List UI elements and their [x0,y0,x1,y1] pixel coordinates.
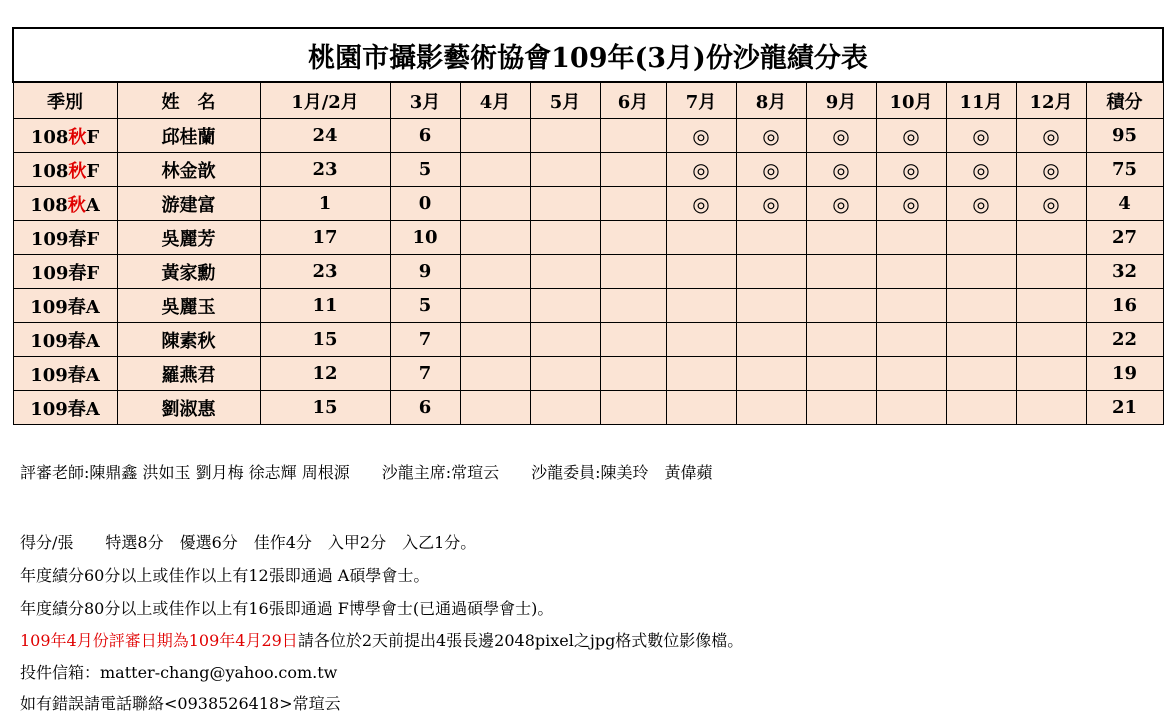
submission-instructions: 請各位於2天前提出4張長邊2048pixel之jpg格式數位影像檔。 [297,631,744,650]
score-cell: 15 [260,391,390,425]
name-cell: 吳麗芳 [117,221,260,255]
column-header: 6月 [600,82,666,119]
score-cell: ◎ [736,187,806,221]
score-cell [1016,357,1086,391]
season-cell [13,255,117,289]
name-cell: 劉淑惠 [117,391,260,425]
season-cell [13,289,117,323]
season-cell [13,119,117,153]
score-cell [736,221,806,255]
score-cell [530,153,600,187]
submission-line [20,628,743,651]
score-cell [806,289,876,323]
column-header: 10月 [876,82,946,119]
score-cell [1016,255,1086,289]
season-term: 春 [67,364,86,386]
season-year: 109 [30,330,68,352]
score-cell [1016,289,1086,323]
score-table [12,27,1164,425]
score-cell: 12 [260,357,390,391]
score-cell [666,289,736,323]
season-year: 109 [30,262,69,284]
total-cell: 95 [1086,119,1163,153]
score-cell [736,357,806,391]
table-title: 桃園市攝影藝術協會109年(3月)份沙龍績分表 [13,28,1163,82]
score-cell: 15 [260,323,390,357]
score-cell [666,255,736,289]
score-cell: 7 [390,323,460,357]
name-cell: 黃家勳 [117,255,260,289]
table-row [13,187,1163,221]
score-cell [460,119,530,153]
score-cell: ◎ [946,187,1016,221]
score-cell: ◎ [876,119,946,153]
season-term: 春 [67,296,86,318]
score-cell: 1 [260,187,390,221]
score-cell [600,255,666,289]
season-cell [13,323,117,357]
score-cell [666,221,736,255]
score-cell: 0 [390,187,460,221]
score-cell [876,323,946,357]
season-year: 109 [30,296,68,318]
season-year: 109 [30,228,69,250]
score-cell [530,187,600,221]
season-term: 春 [67,398,86,420]
total-cell: 27 [1086,221,1163,255]
season-cell [13,391,117,425]
season-cell [13,153,117,187]
name-cell: 吳麗玉 [117,289,260,323]
column-header: 7月 [666,82,736,119]
score-cell: 9 [390,255,460,289]
score-cell [530,119,600,153]
score-cell [530,289,600,323]
season-grade: F [86,262,100,284]
column-header: 8月 [736,82,806,119]
total-cell: 75 [1086,153,1163,187]
score-cell [806,391,876,425]
score-cell [876,255,946,289]
season-term: 秋 [68,126,87,148]
score-cell [530,391,600,425]
score-cell [806,221,876,255]
season-grade: F [86,228,100,250]
score-cell [460,153,530,187]
season-grade: A [85,398,100,420]
season-year: 109 [30,364,68,386]
table-row [13,221,1163,255]
table-row [13,391,1163,425]
season-grade: A [85,194,100,216]
score-cell [460,323,530,357]
season-term: 春 [68,228,87,250]
judges-line: 評審老師:陳鼎鑫 洪如玉 劉月梅 徐志輝 周根源 沙龍主席:常瑄云 沙龍委員:陳美玲 黃偉蘋 [20,463,713,482]
score-cell [666,357,736,391]
column-header: 11月 [946,82,1016,119]
score-cell [600,323,666,357]
score-cell [1016,391,1086,425]
name-cell: 陳素秋 [117,323,260,357]
season-grade: F [86,126,100,148]
score-cell [530,323,600,357]
score-cell [460,357,530,391]
table-row [13,357,1163,391]
score-cell [600,221,666,255]
score-cell: ◎ [876,187,946,221]
season-year: 108 [30,160,69,182]
rule-a-line: 年度績分60分以上或佳作以上有12張即通過 A碩學會士。 [20,566,430,585]
name-cell: 羅燕君 [117,357,260,391]
total-cell: 32 [1086,255,1163,289]
rule-f-line: 年度績分80分以上或佳作以上有16張即通過 F博學會士(已通過碩學會士)。 [20,599,554,618]
score-cell: 23 [260,153,390,187]
score-cell [530,221,600,255]
scoring-line: 得分/張 特選8分 優選6分 佳作4分 入甲2分 入乙1分。 [20,533,477,552]
score-cell [876,221,946,255]
column-header: 季別 [13,82,117,119]
score-cell [946,221,1016,255]
score-cell: 6 [390,119,460,153]
total-cell: 16 [1086,289,1163,323]
season-grade: A [85,330,100,352]
score-cell: ◎ [1016,187,1086,221]
score-cell: ◎ [1016,153,1086,187]
score-cell: ◎ [946,153,1016,187]
score-cell: 24 [260,119,390,153]
column-header: 4月 [460,82,530,119]
column-header: 9月 [806,82,876,119]
score-cell [946,323,1016,357]
season-grade: A [85,364,100,386]
score-cell [460,255,530,289]
score-cell [736,391,806,425]
season-cell [13,221,117,255]
score-cell [666,391,736,425]
score-cell: 5 [390,153,460,187]
score-cell [946,357,1016,391]
score-cell: ◎ [1016,119,1086,153]
score-cell [530,255,600,289]
score-cell [600,119,666,153]
score-cell: 10 [390,221,460,255]
season-term: 秋 [67,194,86,216]
score-cell [736,323,806,357]
judging-date: 109年4月份評審日期為109年4月29日 [20,631,298,650]
score-cell: ◎ [806,153,876,187]
season-grade: F [86,160,100,182]
column-header: 積分 [1086,82,1163,119]
name-cell: 林金歆 [117,153,260,187]
column-header: 1月/2月 [260,82,390,119]
total-cell: 21 [1086,391,1163,425]
score-cell [876,289,946,323]
season-grade: A [85,296,100,318]
header-row [13,82,1163,119]
score-cell [460,221,530,255]
season-year: 109 [30,398,68,420]
score-cell: ◎ [946,119,1016,153]
score-cell [736,255,806,289]
score-cell: 17 [260,221,390,255]
season-term: 春 [67,330,86,352]
total-cell: 19 [1086,357,1163,391]
score-cell [806,323,876,357]
email-line: 投件信箱：matter-chang@yahoo.com.tw [20,663,338,682]
score-cell [806,357,876,391]
score-cell [876,391,946,425]
season-term: 春 [68,262,87,284]
score-cell [600,391,666,425]
score-cell [600,153,666,187]
score-cell [1016,221,1086,255]
score-cell [600,289,666,323]
score-cell: ◎ [736,153,806,187]
table-row [13,289,1163,323]
score-cell [1016,323,1086,357]
score-cell: ◎ [876,153,946,187]
score-cell [946,391,1016,425]
table-row [13,255,1163,289]
column-header: 12月 [1016,82,1086,119]
score-cell [460,391,530,425]
score-cell: 7 [390,357,460,391]
table-body [13,119,1163,425]
column-header: 姓 名 [117,82,260,119]
score-cell: ◎ [666,187,736,221]
score-cell: ◎ [666,119,736,153]
score-cell: 11 [260,289,390,323]
table-row [13,119,1163,153]
column-header: 3月 [390,82,460,119]
season-year: 108 [30,126,69,148]
score-cell [460,187,530,221]
season-cell [13,357,117,391]
score-cell [736,289,806,323]
score-cell: ◎ [736,119,806,153]
score-cell [876,357,946,391]
season-term: 秋 [68,160,87,182]
column-header: 5月 [530,82,600,119]
table-row [13,323,1163,357]
score-cell [946,289,1016,323]
total-cell: 22 [1086,323,1163,357]
score-cell [600,187,666,221]
score-cell: 23 [260,255,390,289]
score-cell [806,255,876,289]
table-row [13,153,1163,187]
score-cell [460,289,530,323]
contact-line: 如有錯誤請電話聯絡<0938526418>常瑄云 [20,694,341,713]
season-year: 108 [30,194,68,216]
score-cell: ◎ [806,119,876,153]
season-cell [13,187,117,221]
score-cell [600,357,666,391]
score-cell [666,323,736,357]
score-cell [530,357,600,391]
score-cell: 5 [390,289,460,323]
name-cell: 邱桂蘭 [117,119,260,153]
score-cell: 6 [390,391,460,425]
score-cell [946,255,1016,289]
total-cell: 4 [1086,187,1163,221]
score-cell: ◎ [666,153,736,187]
score-cell: ◎ [806,187,876,221]
name-cell: 游建富 [117,187,260,221]
